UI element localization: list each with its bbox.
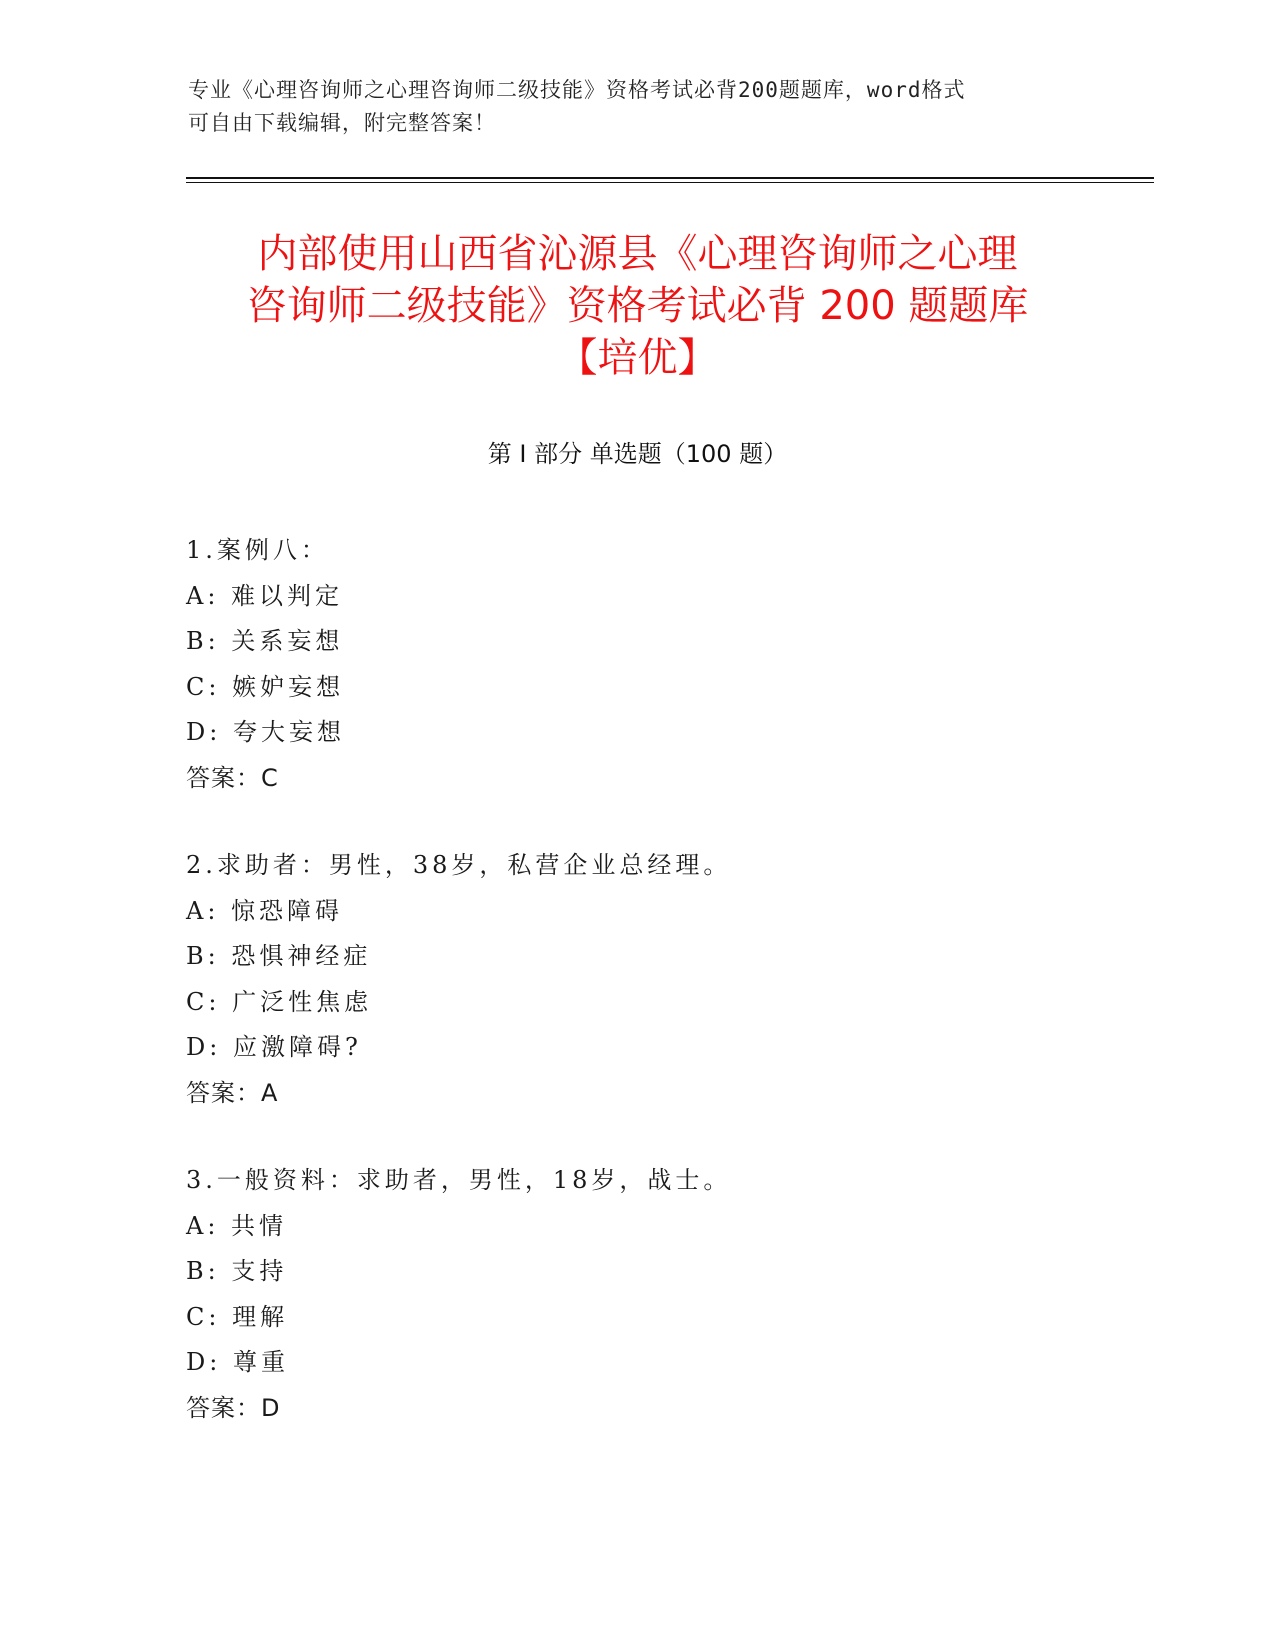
answer: 答案：D [186, 1393, 281, 1422]
answer: 答案：C [186, 763, 279, 792]
option-d: D: 应激障碍? [186, 1033, 362, 1061]
header-divider-thick [186, 177, 1154, 179]
question-stem: 3.一般资料：求助者，男性，18岁，战士。 [186, 1166, 732, 1194]
option-b: B: 支持 [186, 1257, 288, 1285]
header-note-line-1: 专业《心理咨询师之心理咨询师二级技能》资格考试必背200题题库，word格式 [188, 78, 966, 102]
question-stem: 2.求助者：男性，38岁，私营企业总经理。 [186, 851, 732, 879]
header-note [188, 74, 1088, 140]
option-c: C: 理解 [186, 1302, 289, 1331]
question-3 [186, 1158, 1136, 1431]
document-title-line-3: 【培优】 [557, 335, 718, 381]
document-title-line-2: 咨询师二级技能》资格考试必背 200 题题库 [246, 283, 1029, 329]
option-c: C: 嫉妒妄想 [186, 672, 345, 701]
option-d: D: 夸大妄想 [186, 718, 345, 746]
section-heading: 第 I 部分 单选题（100 题） [487, 440, 788, 468]
header-divider-thin [186, 182, 1154, 183]
header-note-line-2: 可自由下载编辑，附完整答案！ [188, 111, 496, 135]
option-a: A: 共情 [186, 1211, 288, 1240]
document-title [150, 228, 1125, 384]
option-a: A: 难以判定 [186, 581, 344, 610]
question-list [186, 528, 1136, 1473]
question-stem: 1.案例八： [186, 536, 329, 564]
option-c: C: 广泛性焦虑 [186, 987, 373, 1016]
option-b: B: 恐惧神经症 [186, 942, 372, 970]
answer: 答案：A [186, 1078, 279, 1107]
question-2 [186, 843, 1136, 1116]
option-a: A: 惊恐障碍 [186, 896, 344, 925]
document-title-line-1: 内部使用山西省沁源县《心理咨询师之心理 [257, 231, 1018, 277]
option-d: D: 尊重 [186, 1348, 289, 1376]
option-b: B: 关系妄想 [186, 627, 344, 655]
question-1 [186, 528, 1136, 801]
